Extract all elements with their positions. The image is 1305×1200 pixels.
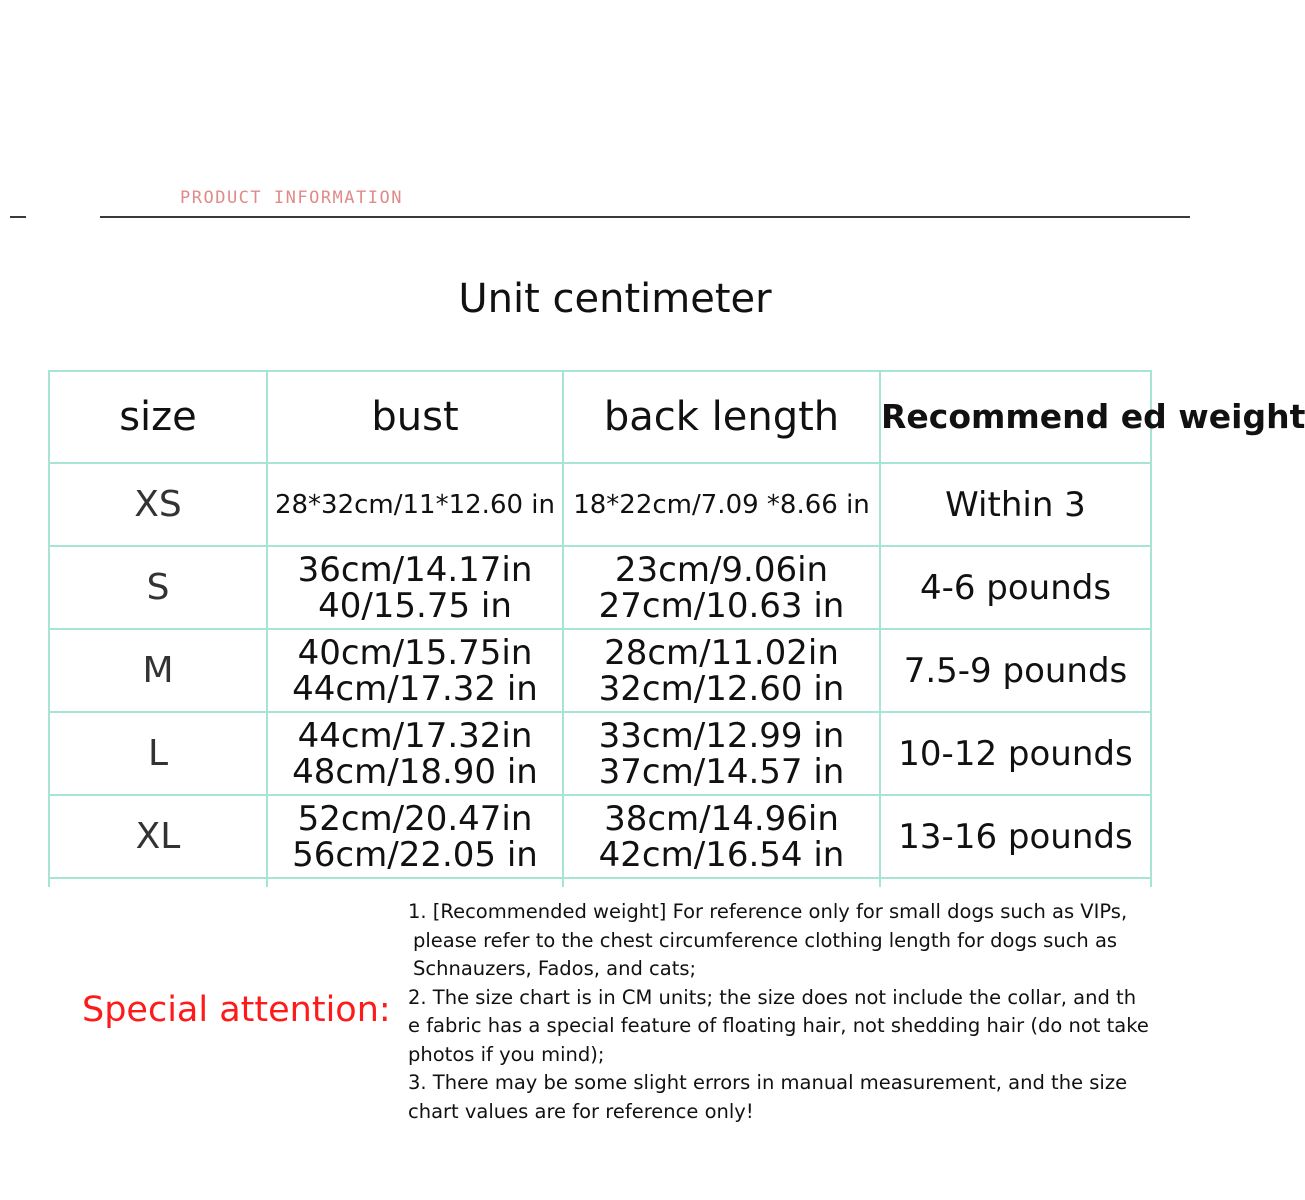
special-attention-label: Special attention: (82, 990, 391, 1030)
back-length-cell (563, 712, 880, 795)
table-row (49, 463, 1151, 546)
back-length-cell (563, 546, 880, 629)
note-line: 1. [Recommended weight] For reference only for small dogs such as VIPs, (408, 900, 1128, 923)
back-length-value-min: 38cm/14.96in (604, 798, 839, 839)
size-cell: XS (49, 463, 267, 546)
back-length-cell (563, 629, 880, 712)
weight-cell: 7.5-9 pounds (880, 629, 1151, 712)
table-row (49, 546, 1151, 629)
note-line: 2. The size chart is in CM units; the size does not include the collar, and th (408, 985, 1137, 1009)
notice-notes (408, 898, 1168, 1126)
back-length-value-min: 23cm/9.06in (614, 549, 829, 590)
bust-cell (267, 712, 563, 795)
table-row (49, 629, 1151, 712)
back-length-value-max: 32cm/12.60 in (598, 668, 845, 709)
weight-cell: 13-16 pounds (880, 795, 1151, 878)
note-line: photos if you mind); (408, 1042, 605, 1066)
header-size: size (49, 371, 267, 463)
product-information-label: PRODUCT INFORMATION (180, 188, 403, 208)
size-chart-table (48, 370, 1305, 887)
weight-cell: Within 3 (880, 463, 1151, 546)
header-back-length: back length (563, 371, 880, 463)
back-length-cell (563, 795, 880, 878)
bust-cell (267, 795, 563, 878)
bust-value-cm-max: 48cm/18.90 in (292, 751, 538, 792)
bust-value-cm-min: 52cm/20.47in (297, 798, 533, 839)
table-trailing-row (49, 878, 1151, 887)
bust-value-cm-min: 44cm/17.32in (297, 715, 533, 756)
table-row (49, 795, 1151, 878)
back-length-value-max: 37cm/14.57 in (598, 751, 845, 792)
bust-cell (267, 546, 563, 629)
weight-cell: 10-12 pounds (880, 712, 1151, 795)
bust-value-cm-max: 44cm/17.32 in (292, 668, 538, 709)
note-line: chart values are for reference only! (408, 1099, 754, 1123)
note-line: please refer to the chest circumference clothing length for dogs such as (413, 928, 1118, 952)
header-bust: bust (267, 371, 563, 463)
size-cell: S (49, 546, 267, 629)
size-cell: M (49, 629, 267, 712)
note-line: e fabric has a special feature of floating hair, not shedding hair (do not take (408, 1014, 1149, 1037)
back-length-cell: 18*22cm/7.09 *8.66 in (563, 463, 880, 546)
bust-cell: 28*32cm/11*12.60 in (267, 463, 563, 546)
bust-value-cm-min: 36cm/14.17in (297, 549, 533, 590)
back-length-value-max: 42cm/16.54 in (598, 834, 845, 875)
header-divider-stub (10, 216, 26, 218)
size-cell: L (49, 712, 267, 795)
bust-value-cm-min: 40cm/15.75in (297, 632, 533, 673)
back-length-value-max: 27cm/10.63 in (598, 585, 845, 626)
note-line: Schnauzers, Fados, and cats; (413, 957, 697, 980)
table-header-row (49, 371, 1151, 463)
back-length-value-min: 28cm/11.02in (604, 632, 839, 673)
unit-title: Unit centimeter (458, 276, 772, 322)
table-row (49, 712, 1151, 795)
bust-value-cm-max: 40/15.75 in (318, 585, 512, 626)
header-recommended-weight: Recommend ed weight (880, 371, 1151, 463)
bust-value-cm-max: 56cm/22.05 in (292, 834, 538, 875)
note-line: 3. There may be some slight errors in manual measurement, and the size (408, 1071, 1128, 1094)
size-cell: XL (49, 795, 267, 878)
header-divider (100, 216, 1190, 218)
back-length-value-min: 33cm/12.99 in (598, 715, 845, 756)
bust-cell (267, 629, 563, 712)
weight-cell: 4-6 pounds (880, 546, 1151, 629)
